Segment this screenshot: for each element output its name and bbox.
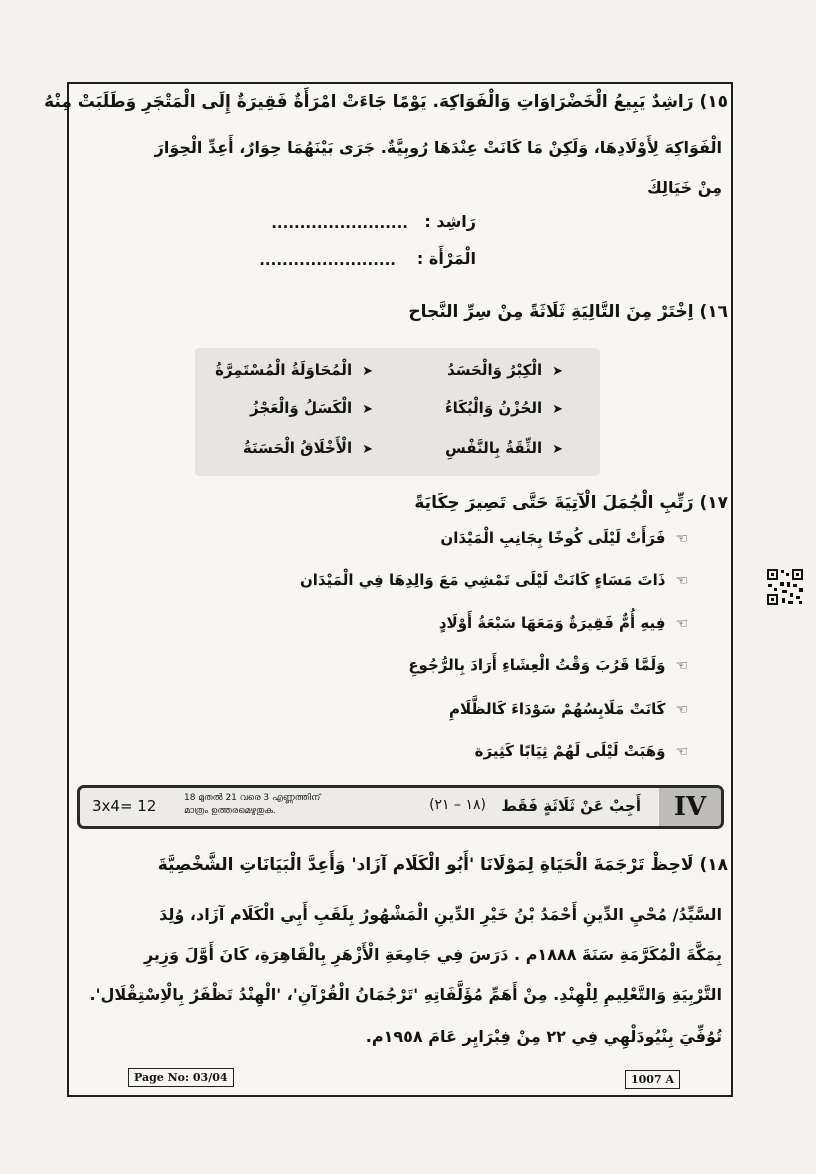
arrow-icon: ➤	[552, 442, 563, 457]
section-question-range: (١٨ – ٢١)	[429, 797, 486, 813]
q16-option: ➤الْمُحَاوَلَةُ الْمُسْتَمِرَّةُ	[215, 361, 373, 379]
q17-sentence: ☜كَانَتْ مَلَابِسُهُمْ سَوْدَاءَ كَالظَّلَامِ	[449, 700, 688, 718]
q18-para-line-2: بِمَكَّةَ الْمُكَرَّمَةِ سَنَةَ ١٨٨٨م . دَرَسَ فِي جَامِعَةِ الْأَزْهَرِ بِالْقَاهِرَةِ، كَانَ أَوَّلَ وَزِيرِ	[143, 945, 722, 964]
rashid-answer-line[interactable]: ........................	[271, 214, 408, 232]
arrow-icon: ➤	[552, 402, 563, 417]
section-roman-number: IV	[659, 788, 721, 826]
pointing-hand-icon: ☜	[675, 658, 688, 674]
section-instruction-malayalam: 18 മുതൽ 21 വരെ 3 എണ്ണത്തിന് മാത്രം ഉത്തരമെഴുതുക.	[184, 793, 321, 816]
section-instruction-arabic: أَجِبْ عَنْ ثَلَاثَةٍ فَقَط	[501, 797, 641, 815]
woman-label: الْمَرْأَة :	[416, 249, 476, 268]
q18-para-line-1: السَّيِّدُ/ مُحْيِ الدِّينِ أَحْمَدُ بْنُ خَيْرِ الدِّينِ الْمَشْهُورُ بِلَقَبِ أَبِي الْكَلَام آزَاد، وُلِدَ	[159, 905, 722, 924]
q17-title: ١٧) رَتِّبِ الْجُمَلَ الْآتِيَةَ حَتَّى تَصِيرَ حِكَايَةً	[414, 493, 728, 513]
q16-option: ➤الْكَسَلُ وَالْعَجْزُ	[250, 399, 373, 417]
q16-option: ➤الْأَخْلَاقُ الْحَسَنَةُ	[242, 439, 373, 457]
pointing-hand-icon: ☜	[675, 744, 688, 760]
qr-code-icon	[766, 568, 804, 606]
rashid-label: رَاشِد :	[424, 212, 476, 231]
q15-line-1: ١٥) رَاشِدٌ يَبِيعُ الْخَضْرَاوَاتِ وَالْفَوَاكِهَ. يَوْمًا جَاءَتْ امْرَأَةٌ فَقِيرَةٌ إِلَى الْمَتْجَرِ وَطَلَبَتْ مِنْهُ	[44, 92, 728, 112]
q17-sentence: ☜ذَاتَ مَسَاءٍ كَانَتْ لَيْلَى تَمْشِي مَعَ وَالِدِهَا فِي الْمَيْدَان	[299, 571, 688, 589]
q15-line-2: الْفَوَاكِهَ لِأَوْلَادِهَا، وَلَكِنْ مَا كَانَتْ عِنْدَهَا رُوبِيَّةٌ. جَرَى بَيْنَهُمَا حِوَارٌ، أَعِدِّ الْحِوَارَ	[154, 138, 722, 157]
section-marks: 3x4= 12	[92, 797, 157, 815]
q17-sentence: ☜وَهَبَتْ لَيْلَى لَهُمْ ثِيَابًا كَثِيرَة	[474, 742, 688, 760]
section-iv-header	[77, 785, 724, 829]
q18-title: ١٨) لَاحِظْ تَرْجَمَةَ الْحَيَاةِ لِمَوْلَانَا 'أَبُو الْكَلَام آزَاد' وَأَعِدَّ الْبَيَانَاتِ الشَّخْصِيَّةَ	[157, 855, 728, 875]
q16-option: ➤الثِّقَةُ بِالنَّفْسِ	[445, 439, 563, 457]
q18-para-line-4: تُوُفِّيَ بِنْيُودَلْهِي فِي ٢٢ مِنْ فِبْرَايِر عَامَ ١٩٥٨م.	[365, 1027, 722, 1046]
q16-title: ١٦) اِخْتَرْ مِنَ التَّالِيَةِ ثَلَاثَةً مِنْ سِرِّ النَّجاح	[408, 302, 728, 322]
arrow-icon: ➤	[362, 364, 373, 379]
pointing-hand-icon: ☜	[675, 616, 688, 632]
q18-para-line-3: التَّرْبِيَةِ وَالتَّعْلِيمِ لِلْهِنْدِ. مِنْ أَهَمِّ مُؤَلَّفَاتِهِ 'تَرْجُمَانُ الْقُرْآنِ'، 'الْهِنْدُ تَظْفَرُ بِالْاِسْتِقْلَال'.	[89, 985, 722, 1004]
q17-sentence: ☜وَلَمَّا قَرُبَ وَقْتُ الْعِشَاءِ أَرَادَ بِالرُّجُوعِ	[408, 656, 688, 674]
arrow-icon: ➤	[552, 364, 563, 379]
q16-option: ➤الحُزْنُ وَالْبُكَاءُ	[444, 399, 563, 417]
q16-option: ➤الْكِبْرُ وَالْحَسَدُ	[447, 361, 563, 379]
pointing-hand-icon: ☜	[675, 573, 688, 589]
woman-answer-line[interactable]: ........................	[259, 251, 396, 269]
pointing-hand-icon: ☜	[675, 531, 688, 547]
pointing-hand-icon: ☜	[675, 702, 688, 718]
arrow-icon: ➤	[362, 402, 373, 417]
q17-sentence: ☜فِيهِ أُمٌّ فَقِيرَةٌ وَمَعَهَا سَبْعَةُ أَوْلَادٍ	[438, 614, 688, 632]
q17-sentence: ☜فَرَأَتْ لَيْلَى كُوخًا بِجَانِبِ الْمَيْدَان	[440, 529, 688, 547]
page-number: Page No: 03/04	[128, 1068, 234, 1087]
q15-line-3: مِنْ خَيَالِكَ	[647, 178, 722, 197]
arrow-icon: ➤	[362, 442, 373, 457]
paper-code: 1007 A	[625, 1070, 680, 1089]
